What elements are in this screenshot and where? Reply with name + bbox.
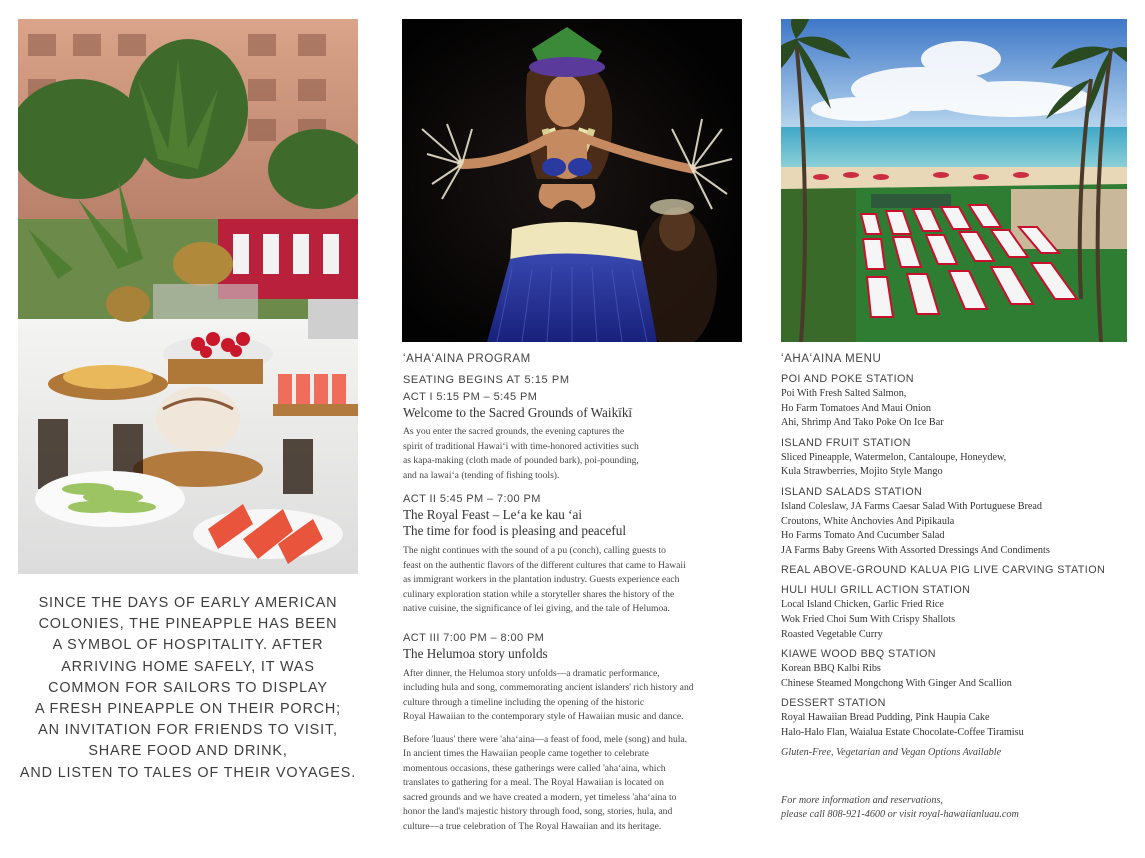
quote-line: SHARE FOOD AND DRINK,	[88, 743, 288, 760]
dietary-options-note: Gluten-Free, Vegetarian and Vegan Options Available	[781, 746, 1002, 758]
act-title: The Helumoa story unfolds	[403, 645, 548, 661]
act-description	[403, 667, 748, 725]
menu-item: Local Island Chicken, Garlic Fried Rice	[781, 599, 944, 611]
text-line: The night continues with the sound of a pu (conch), calling guests to	[403, 545, 666, 556]
station-name: ISLAND SALADS STATION	[781, 485, 923, 498]
menu-heading: ʻAHAʻAINA MENU	[781, 353, 882, 365]
station-name: ISLAND FRUIT STATION	[781, 436, 911, 449]
menu-item: Ho Farms Tomato And Cucumber Salad	[781, 530, 945, 542]
act-subtitle: The time for food is pleasing and peaceful	[403, 523, 627, 538]
menu-item: Croutons, White Anchovies And Pipikaula	[781, 515, 955, 527]
menu-section	[781, 351, 1126, 760]
program-section	[403, 351, 748, 842]
menu-item: Ho Farm Tomatoes And Maui Onion	[781, 402, 931, 414]
text-line: and na lawaiʻa (tending of fishing tools).	[403, 469, 560, 481]
menu-item: Island Coleslaw, JA Farms Caesar Salad With Portuguese Bread	[781, 500, 1043, 512]
act-label: ACT II 5:45 PM – 7:00 PM	[403, 493, 541, 505]
text-line: as immigrant workers in the plantation industry. Guests experience each	[403, 574, 680, 585]
menu-item: JA Farms Baby Greens With Assorted Dressings And Condiments	[781, 544, 1050, 556]
menu-item: Kula Strawberries, Mojito Style Mango	[781, 466, 943, 478]
quote-line: SINCE THE DAYS OF EARLY AMERICAN	[38, 595, 338, 611]
contact-line: please call 808-921-4600 or visit royal-hawaiianluau.com	[781, 808, 1019, 820]
quote-line: A SYMBOL OF HOSPITALITY. AFTER	[52, 637, 324, 654]
menu-station	[781, 696, 1126, 740]
pineapple-hospitality-quote	[18, 593, 358, 784]
act-block	[403, 630, 748, 835]
text-line: Royal Hawaiian to the contemporary style of Hawaiian music and dance.	[403, 711, 684, 722]
ahaaina-history	[403, 733, 748, 835]
menu-item: Korean BBQ Kalbi Ribs	[781, 663, 881, 675]
station-name: KIAWE WOOD BBQ STATION	[781, 648, 936, 661]
menu-item: Chinese Steamed Mongchong With Ginger And Scallion	[781, 677, 1012, 689]
menu-station	[781, 647, 1126, 691]
text-line: Before 'luaus' there were 'ahaʻaina—a feast of food, mele (song) and hula.	[403, 733, 688, 745]
quote-line: AN INVITATION FOR FRIENDS TO VISIT,	[38, 722, 338, 739]
reservation-contact	[781, 794, 1019, 821]
menu-station	[781, 372, 1126, 431]
quote-line: AND LISTEN TO TALES OF THEIR VOYAGES.	[19, 764, 357, 781]
station-name: POI AND POKE STATION	[781, 373, 914, 385]
buffet-photo	[18, 19, 358, 574]
menu-station	[781, 485, 1126, 558]
menu-station	[781, 583, 1126, 642]
text-line: momentous occasions, these gatherings were called 'ahaʻaina, which	[403, 762, 666, 774]
quote-line: ARRIVING HOME SAFELY, IT WAS	[61, 658, 315, 675]
act-block	[403, 389, 748, 483]
program-heading: ʻAHAʻAINA PROGRAM	[403, 353, 531, 365]
text-line: culture—a true celebration of The Royal Hawaiian and its heritage.	[403, 820, 662, 832]
text-line: sacred grounds and we have created a modern, yet timeless 'ahaʻaina to	[403, 791, 677, 803]
contact-line: For more information and reservations,	[781, 795, 943, 806]
quote-line: COMMON FOR SAILORS TO DISPLAY	[48, 679, 328, 696]
hula-dancer-photo	[402, 19, 742, 342]
station-name: DESSERT STATION	[781, 697, 886, 710]
station-name: HULI HULI GRILL ACTION STATION	[781, 584, 971, 597]
act-description	[403, 425, 748, 483]
text-line: honor the land's majestic history through food, song, stories, hula, and	[403, 806, 673, 817]
text-line: as kapa-making (cloth made of pounded bark), poi-pounding,	[403, 455, 639, 466]
station-items	[781, 662, 1126, 691]
menu-station	[781, 436, 1126, 480]
text-line: spirit of traditional Hawaiʻi with time-honored activities such	[403, 440, 639, 452]
text-line: native cuisine, the significance of lei giving, and the tale of Helumoa.	[403, 603, 670, 614]
act-description	[403, 544, 748, 617]
text-line: As you enter the sacred grounds, the evening captures the	[403, 426, 625, 437]
station-items	[781, 387, 1126, 431]
menu-item: Ahi, Shrimp And Tako Poke On Ice Bar	[781, 417, 944, 429]
menu-item: Royal Hawaiian Bread Pudding, Pink Haupia Cake	[781, 712, 990, 724]
quote-line: A FRESH PINEAPPLE ON THEIR PORCH;	[34, 701, 342, 718]
station-items	[781, 500, 1126, 558]
menu-item: Roasted Vegetable Curry	[781, 628, 883, 640]
menu-station	[781, 563, 1126, 578]
act-label: ACT I 5:15 PM – 5:45 PM	[403, 391, 538, 403]
station-items	[781, 451, 1126, 480]
text-line: culture through a timeline including the opening of the historic	[403, 696, 645, 708]
text-line: After dinner, the Helumoa story unfolds—a dramatic performance,	[403, 667, 660, 679]
seating-time: SEATING BEGINS AT 5:15 PM	[403, 374, 570, 386]
station-items	[781, 711, 1126, 740]
act-block	[403, 491, 748, 617]
act-label: ACT III 7:00 PM – 8:00 PM	[403, 631, 545, 644]
text-line: including hula and song, commemorating ancient islanders' rich history and	[403, 682, 694, 693]
quote-line: COLONIES, THE PINEAPPLE HAS BEEN	[38, 616, 338, 633]
act-title: The Royal Feast – Leʻa ke kau ʻai	[403, 507, 583, 522]
ocean-lawn-banquet-photo	[781, 19, 1127, 342]
menu-item: Sliced Pineapple, Watermelon, Cantaloupe, Honeydew,	[781, 451, 1007, 463]
act-title: Welcome to the Sacred Grounds of Waikīkī	[403, 405, 633, 420]
station-name: REAL ABOVE-GROUND KALUA PIG LIVE CARVING STATION	[781, 564, 1106, 577]
text-line: feast on the authentic flavors of the different cultures that came to Hawaii	[403, 559, 686, 571]
station-items	[781, 598, 1126, 642]
menu-item: Wok Fried Choi Sum With Crispy Shallots	[781, 613, 956, 625]
menu-item: Halo-Halo Flan, Waialua Estate Chocolate-Coffee Tiramisu	[781, 726, 1024, 738]
text-line: culinary exploration station while a storyteller shares the history of the	[403, 588, 675, 600]
text-line: In ancient times the Hawaiian people came together to celebrate	[403, 748, 649, 759]
menu-item: Poi With Fresh Salted Salmon,	[781, 388, 907, 399]
text-line: translates to gathering for a meal. The Royal Hawaiian is located on	[403, 777, 664, 788]
